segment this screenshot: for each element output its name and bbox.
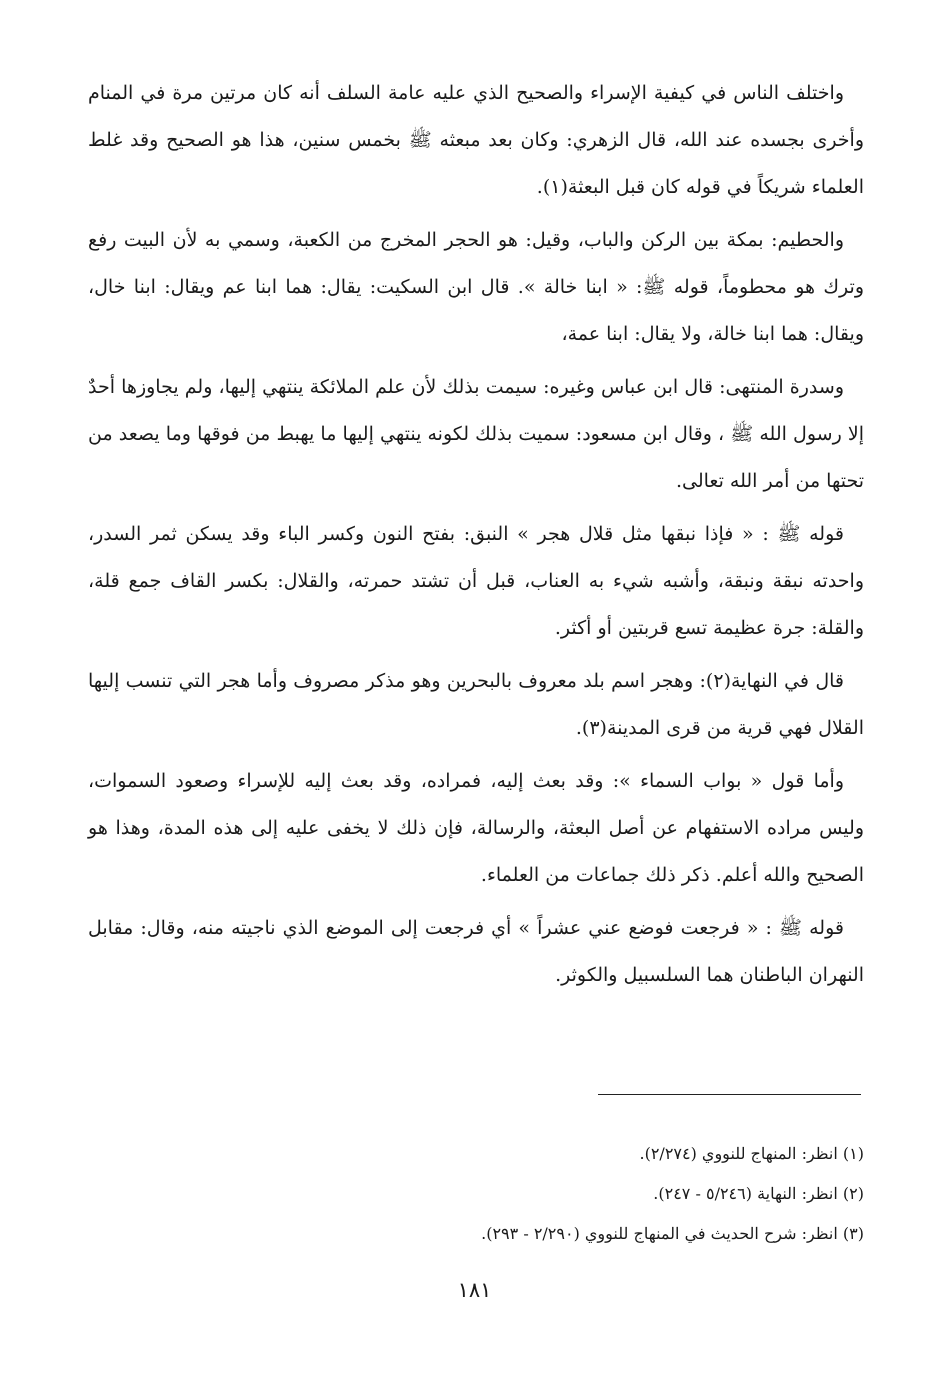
footnote-2: (٢) انظر: النهاية (٥/٢٤٦ - ٢٤٧). xyxy=(653,1184,864,1203)
paragraph-sidrat-al-muntaha: وسدرة المنتهى: قال ابن عباس وغيره: سيمت بذلك لأن علم الملائكة ينتهي إليها، ولم يجاوزها أحدٌ إلا رسول الله ﷺ ، وقال ابن مسعود: سميت بذلك لكونه ينتهي إليها ما يهبط من فوقها وما يصعد من تحتها من أمر الله تعالى. xyxy=(88,376,864,492)
paragraph-hajar: قال في النهاية(٢): وهجر اسم بلد معروف بالبحرين وهو مذكر مصروف وأما هجر التي تنسب إليها القلال فهي قرية من قرى المدينة(٣). xyxy=(88,670,864,739)
main-text xyxy=(88,70,864,1005)
footnotes xyxy=(88,1134,864,1254)
paragraph-isra: واختلف الناس في كيفية الإسراء والصحيح الذي عليه عامة السلف أنه كان مرتين مرة في المنام وأخرى بجسده عند الله، قال الزهري: وكان بعد مبعثه ﷺ بخمس سنين، هذا هو الصحيح وقد غلط العلماء شريكاً في قوله كان قبل البعثة(١). xyxy=(88,82,864,198)
paragraph-nabq: قوله ﷺ : « فإذا نبقها مثل قلال هجر » النبق: بفتح النون وكسر الباء وقد يسكن ثمر السدر، واحدته نبقة ونبقة، وأشبه شيء به العناب، قبل أن تشتد حمرته، والقلال: بكسر القاف جمع قلة، والقلة: جرة عظيمة تسع قربتين أو أكثر. xyxy=(88,523,864,639)
paragraph-returned: قوله ﷺ : « فرجعت فوضع عني عشراً » أي فرجعت إلى الموضع الذي ناجيته منه، وقال: مقابل النهران الباطنان هما السلسبيل والكوثر. xyxy=(88,917,864,986)
footnote-divider xyxy=(598,1094,861,1095)
paragraph-gatekeeper: وأما قول « بواب السماء »: وقد بعث إليه، فمراده، وقد بعث إليه للإسراء وصعود السموات، وليس مراده الاستفهام عن أصل البعثة، والرسالة، فإن ذلك لا يخفى عليه إلى هذه المدة، وهذا هو الصحيح والله أعلم. ذكر ذلك جماعات من العلماء. xyxy=(88,770,864,886)
page-number: ١٨١ xyxy=(457,1278,492,1302)
footnote-3: (٣) انظر: شرح الحديث في المنهاج للنووي (٢/٢٩٠ - ٢٩٣). xyxy=(481,1224,864,1243)
paragraph-hatim: والحطيم: بمكة بين الركن والباب، وقيل: هو الحجر المخرج من الكعبة، وسمي به لأن البيت رفع وترك هو محطوماً، قوله ﷺ: « ابنا خالة ». قال ابن السكيت: يقال: هما ابنا عم ويقال: ابنا خال، ويقال: هما ابنا خالة، ولا يقال: ابنا عمة، xyxy=(88,229,864,345)
footnote-1: (١) انظر: المنهاج للنووي (٢/٢٧٤). xyxy=(639,1144,864,1163)
